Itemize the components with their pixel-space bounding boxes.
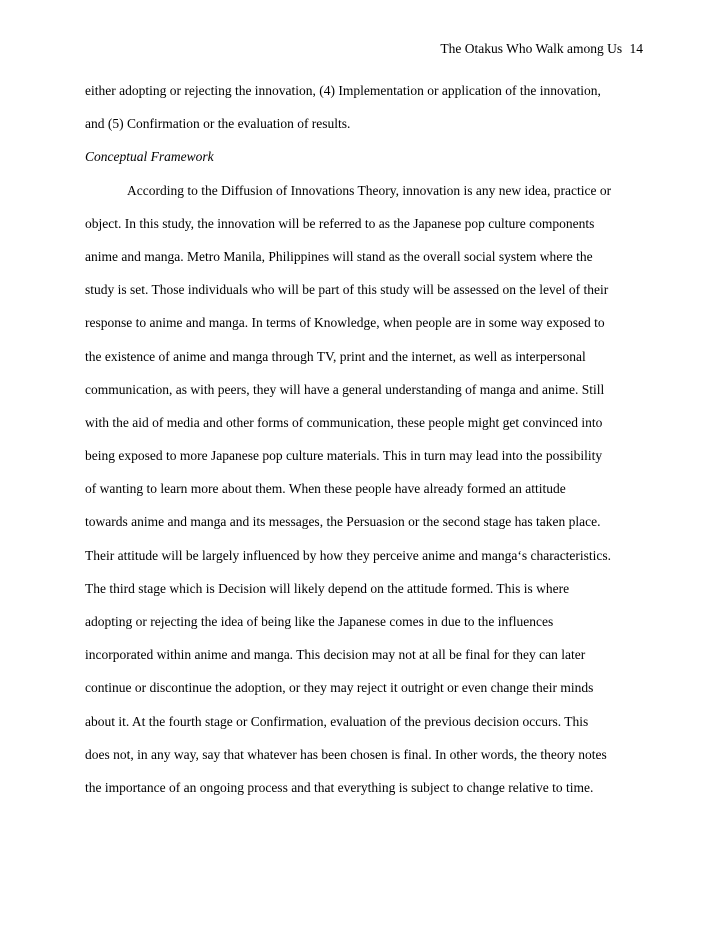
text-line: The third stage which is Decision will likely depend on the attitude formed. This is where: [85, 580, 570, 596]
text-line: the existence of anime and manga through TV, print and the internet, as well as interpersonal: [85, 348, 586, 364]
text-line: response to anime and manga. In terms of Knowledge, when people are in some way exposed to: [85, 315, 605, 331]
text-line: being exposed to more Japanese pop culture materials. This in turn may lead into the possibility: [85, 448, 603, 464]
text-line: anime and manga. Metro Manila, Philippines will stand as the overall social system where the: [85, 248, 593, 264]
text-line: adopting or rejecting the idea of being like the Japanese comes in due to the influences: [85, 614, 554, 629]
running-head: [440, 40, 643, 58]
running-title: The Otakus Who Walk among Us: [440, 41, 623, 56]
text-line: Their attitude will be largely influenced by how they perceive anime and manga‘s characteristics.: [85, 547, 612, 563]
text-line: either adopting or rejecting the innovation, (4) Implementation or application of the innovation,: [85, 83, 601, 98]
text-line: with the aid of media and other forms of communication, these people might get convinced into: [85, 414, 603, 430]
page-number: 14: [629, 41, 643, 56]
text-line: does not, in any way, say that whatever has been chosen is final. In other words, the theory notes: [85, 746, 607, 762]
body-text: [85, 82, 655, 812]
text-line: of wanting to learn more about them. When these people have already formed an attitude: [85, 481, 566, 497]
section-heading: Conceptual Framework: [85, 149, 214, 165]
text-line: study is set. Those individuals who will be part of this study will be assessed on the level of their: [85, 282, 609, 298]
text-line: continue or discontinue the adoption, or they may reject it outright or even change their minds: [85, 680, 594, 696]
text-line: the importance of an ongoing process and that everything is subject to change relative to time.: [85, 779, 594, 795]
text-line: towards anime and manga and its messages, the Persuasion or the second stage has taken place.: [85, 514, 601, 530]
text-line: and (5) Confirmation or the evaluation of results.: [85, 116, 351, 132]
text-line: communication, as with peers, they will have a general understanding of manga and anime. Still: [85, 381, 605, 397]
text-line: incorporated within anime and manga. This decision may not at all be final for they can later: [85, 647, 586, 663]
text-line: about it. At the fourth stage or Confirmation, evaluation of the previous decision occurs. This: [85, 713, 589, 729]
text-line: object. In this study, the innovation will be referred to as the Japanese pop culture components: [85, 215, 595, 231]
paragraph-first-line: According to the Diffusion of Innovations Theory, innovation is any new idea, practice or: [127, 182, 612, 198]
